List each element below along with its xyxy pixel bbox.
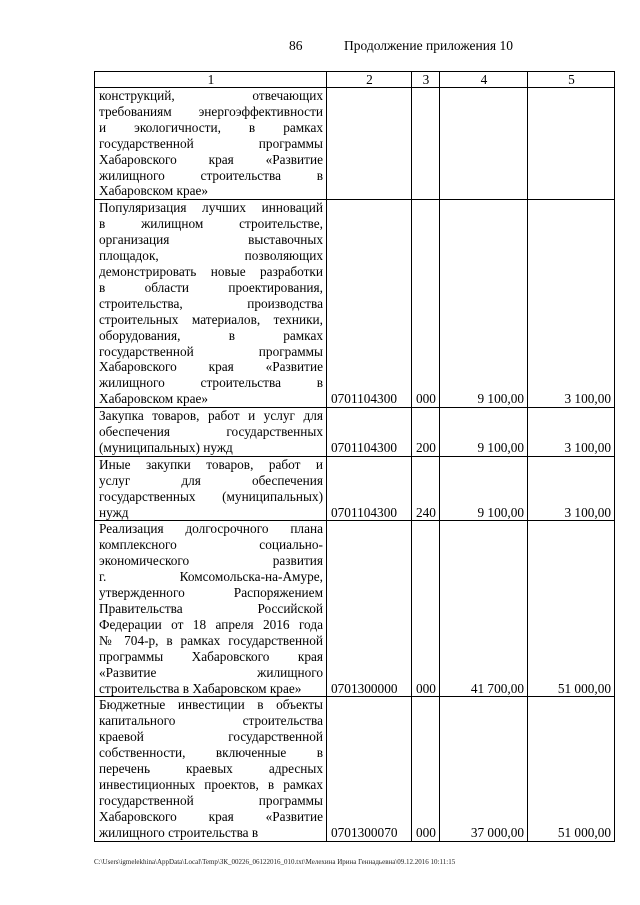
description-line: жилищного строительства в: [99, 824, 259, 840]
description-line: Бюджетные инвестиции в объекты: [99, 697, 323, 713]
description-line: Правительства Российской: [99, 601, 323, 616]
page-number: 86: [289, 38, 303, 53]
table-row: [95, 521, 615, 697]
column-header: 3: [412, 72, 440, 88]
description-line: требованиям энергоэффективности: [99, 103, 323, 119]
target-article-code: 0701104300: [327, 408, 412, 457]
table-row: [95, 200, 615, 408]
description-line: государственных (муниципальных): [99, 488, 323, 504]
description-line: Популяризация лучших инноваций: [99, 200, 323, 216]
description-line: краевой государственной: [99, 729, 323, 745]
description-line: Закупка товаров, работ и услуг для: [99, 408, 323, 424]
amount-col-4: 41 700,00: [440, 521, 528, 697]
expense-type-code: 240: [412, 456, 440, 521]
description-line: Хабаровского края «Развитие: [99, 808, 323, 824]
description-line: государственной программы: [99, 343, 323, 359]
target-article-code: [327, 88, 412, 200]
description-line: «Развитие жилищного: [99, 664, 323, 680]
amount-col-5: 51 000,00: [528, 697, 615, 841]
budget-table: [94, 71, 615, 842]
expense-type-code: 200: [412, 408, 440, 457]
target-article-code: 0701104300: [327, 456, 412, 521]
column-header: 1: [95, 72, 327, 88]
target-article-code: 0701104300: [327, 200, 412, 408]
description-line: строительства, производства: [99, 295, 323, 311]
description-line: нужд: [99, 504, 129, 520]
target-article-code: 0701300070: [327, 697, 412, 841]
description-line: Хабаровском крае»: [99, 183, 209, 199]
expense-type-code: 000: [412, 697, 440, 841]
column-header: 4: [440, 72, 528, 88]
description-line: конструкций, отвечающих: [99, 88, 323, 103]
description-line: Хабаровского края «Развитие: [99, 359, 323, 375]
description-line: г. Комсомольска-на-Амуре,: [99, 569, 323, 585]
amount-col-5: 3 100,00: [528, 456, 615, 521]
appendix-caption: Продолжение приложения 10: [344, 38, 514, 53]
amount-col-5: 51 000,00: [528, 521, 615, 697]
row-description: [95, 521, 327, 697]
description-line: жилищного строительства в: [99, 375, 323, 391]
target-article-code: 0701300000: [327, 521, 412, 697]
table-row: [95, 456, 615, 521]
description-line: обеспечения государственных: [99, 424, 323, 440]
description-line: Хабаровского края «Развитие: [99, 151, 323, 167]
amount-col-5: [528, 88, 615, 200]
description-line: площадок, позволяющих: [99, 248, 323, 264]
column-header: 5: [528, 72, 615, 88]
description-line: Федерации от 18 апреля 2016 года: [99, 616, 323, 632]
expense-type-code: [412, 88, 440, 200]
amount-col-4: 37 000,00: [440, 697, 528, 841]
description-line: Иные закупки товаров, работ и: [99, 456, 323, 472]
amount-col-4: 9 100,00: [440, 408, 528, 457]
description-line: государственной программы: [99, 135, 323, 151]
description-line: в области проектирования,: [99, 279, 323, 295]
description-line: демонстрировать новые разработки: [99, 263, 323, 279]
row-description: [95, 456, 327, 521]
description-line: перечень краевых адресных: [99, 761, 323, 777]
description-line: строительных материалов, техники,: [99, 311, 323, 327]
amount-col-5: 3 100,00: [528, 408, 615, 457]
table-row: [95, 88, 615, 200]
description-line: капитального строительства: [99, 713, 323, 729]
amount-col-4: 9 100,00: [440, 200, 528, 408]
table-row: [95, 697, 615, 841]
table-row: [95, 408, 615, 457]
row-description: [95, 88, 327, 200]
budget-table-body: [95, 72, 615, 842]
description-line: инвестиционных проектов, в рамках: [99, 776, 323, 792]
description-line: жилищного строительства в: [99, 167, 323, 183]
document-path-footer: C:\Users\igmelekhina\AppData\Local\Temp\ЗК_00226_06122016_010.txt\Мелехина Ирина Геннадьевна\09.12.2016 10:11:15: [94, 858, 456, 866]
description-line: и экологичности, в рамках: [99, 119, 323, 135]
description-line: № 704-р, в рамках государственной: [99, 632, 323, 648]
description-line: в жилищном строительстве,: [99, 216, 323, 232]
amount-col-4: [440, 88, 528, 200]
description-line: строительства в Хабаровском крае»: [99, 680, 302, 696]
row-description: [95, 408, 327, 457]
row-description: [95, 200, 327, 408]
expense-type-code: 000: [412, 200, 440, 408]
description-line: организация выставочных: [99, 232, 323, 248]
column-header-row: [95, 72, 615, 88]
description-line: оборудования, в рамках: [99, 327, 323, 343]
description-line: государственной программы: [99, 792, 323, 808]
row-description: [95, 697, 327, 841]
column-header: 2: [327, 72, 412, 88]
description-line: утвержденного Распоряжением: [99, 585, 323, 601]
description-line: (муниципальных) нужд: [99, 439, 233, 455]
description-line: Реализация долгосрочного плана: [99, 521, 323, 537]
description-line: услуг для обеспечения: [99, 472, 323, 488]
description-line: экономического развития: [99, 553, 323, 569]
description-line: программы Хабаровского края: [99, 648, 323, 664]
description-line: собственности, включенные в: [99, 745, 323, 761]
description-line: комплексного социально-: [99, 537, 323, 553]
page-header: [0, 38, 640, 58]
expense-type-code: 000: [412, 521, 440, 697]
description-line: Хабаровском крае»: [99, 391, 209, 407]
amount-col-5: 3 100,00: [528, 200, 615, 408]
amount-col-4: 9 100,00: [440, 456, 528, 521]
